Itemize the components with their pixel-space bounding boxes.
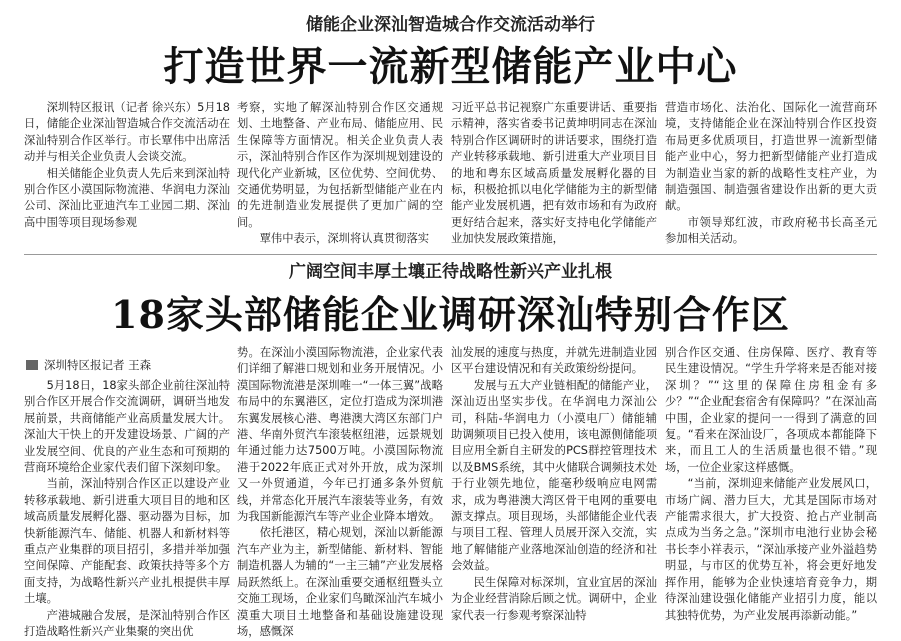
article2-col2-para-2: 依托港区，精心规划，深汕以新能源汽车产业为主，新型储能、新材料、智能制造机器人为辅的“一主三辅”产业发展格局跃然纸上。在深汕重要交通枢纽暨头立交施工现场，企业家们鸟瞰深汕汽车城小漠重大项目土地整备和基础设施建设现场，感慨深 xyxy=(237,526,443,638)
article2-col4-para-1: 别合作区交通、住房保障、医疗、教育等民生建设情况。“学生升学将来是否能对接深圳？”“这里的保障住房租金有多少？”“企业配套宿舍有保障吗？”在深汕高中围，企业家的提问一一得到了满意的回复。“看来在深汕设厂，各项成本都能降下来，而且工人的生活质量也很不错。”现场，一位企业家这样感慨。 xyxy=(665,346,877,474)
article2-col1-para-1: 5月18日，18家头部企业前往深汕特别合作区开展合作交流调研，调研当地发展前景，共商储能产业高质量发展大计。深汕大干快上的开发建设场景、广阔的产业发展空间、优良的产业生态和可预期的营商环境给企业家代表们留下深刻印象。 xyxy=(24,379,230,475)
article2-headline: 18家头部储能企业调研深汕特别合作区 xyxy=(111,292,790,337)
article2-column-4 xyxy=(665,345,877,628)
article2-col1-para-3: 产港城融合发展，是深汕特别合作区打造战略性新兴产业集聚的突出优 xyxy=(24,608,230,639)
article1-col1-para-1: 深圳特区报讯（记者 徐兴东）5月18日，储能企业深汕智造城合作交流活动在深汕特别合作区举行。市长覃伟中出席活动并与相关企业负责人会谈交流。 xyxy=(24,101,230,164)
article1-kicker: 储能企业深汕智造城合作交流活动举行 xyxy=(306,15,595,35)
article1-column-3 xyxy=(451,100,657,248)
article2-column-3 xyxy=(451,345,657,628)
article1-col2-para-1: 考察，实地了解深汕特别合作区交通规划、土地整备、产业布局、储能应用、民生保障等方面情况。相关企业负责人表示，深汕特别合作区作为深圳规划建设的现代化产业新城，区位优势、空间优势、交通优势明显，为包括新型储能产业在内的先进制造业发展提供了更加广阔的空间。 xyxy=(237,101,443,229)
article2-byline-text: 深圳特区报记者 王森 xyxy=(44,358,152,372)
article2-column-1 xyxy=(24,378,230,639)
article2-col4-para-2: “当前，深圳迎来储能产业发展风口，市场广阔、潜力巨大，尤其是国际市场对产能需求很大，扩大投资、抢占产业制高点成为当务之急。”深圳市电池行业协会秘书长李小祥表示，“深汕承接产业外溢趋势明显，与市区的优势互补，将会更好地发挥作用，能够为企业快速培育竞争力，期待深汕建设强化储能产业招引力度，能以其独特优势，为产业发展再添新动能。” xyxy=(665,477,877,622)
article2-column-2 xyxy=(237,345,443,638)
byline-marker-icon xyxy=(26,360,38,370)
article2-col2-para-1: 势。在深汕小漠国际物流港，企业家代表们详细了解港口规划和业务开展情况。小漠国际物流港是深圳唯一“一体三翼”战略布局中的东翼港区，定位打造成为深圳港东翼发展核心港、粤港澳大湾区东部门户港、华南外贸汽车滚装枢纽港，远景规划年通过能力达7500万吨。小漠国际物流港于2022年底正式对外开放，成为深圳又一外贸通道，今年已打通多条外贸航线，并常态化开展汽车滚装等业务，有效为我国新能源汽车等产业企业降本增效。 xyxy=(237,346,443,524)
article2-col3-para-3: 民生保障对标深圳，宜业宜居的深汕为企业经营消除后顾之忧。调研中，企业家代表一行参观考察深汕特 xyxy=(451,575,657,622)
article2-col1-para-2: 当前，深汕特别合作区正以建设产业转移承载地、新引进重大项目目的地和区域高质量发展孵化器、驱动器为目标，加快新能源汽车、储能、机器人和新材料等重点产业集群的项目招引，多措并举加强空间保障、产能配套、政策扶持等多个方面支持，为战略性新兴产业扎根提供丰厚土壤。 xyxy=(24,477,230,606)
article1-col3-para-1: 习近平总书记视察广东重要讲话、重要指示精神，落实省委书记黄坤明同志在深汕特别合作区调研时的讲话要求，围绕打造产业转移承载地、新引进重大产业项目目的地和粤东区域高质量发展孵化器的目标，积极抢抓以电化学储能为主的新型储能产业发展机遇，把有效市场和有为政府更好结合起来，落实好支持电化学储能产业加快发展政策措施， xyxy=(451,101,657,246)
article2-byline xyxy=(26,357,231,373)
article-divider xyxy=(24,254,877,255)
article1-col2-para-2: 覃伟中表示，深圳将认真贯彻落实 xyxy=(259,232,430,246)
article1-column-1 xyxy=(24,100,230,248)
article1-headline: 打造世界一流新型储能产业中心 xyxy=(163,43,738,90)
article1-col4-para-2: 市领导郑红波，市政府秘书长高圣元参加相关活动。 xyxy=(665,215,877,246)
article2-col3-para-1: 汕发展的速度与热度，并就先进制造业园区平台建设情况和有关政策纷纷提问。 xyxy=(451,346,657,376)
article1-column-2 xyxy=(237,100,443,248)
article1-col4-para-1: 营造市场化、法治化、国际化一流营商环境，支持储能企业在深汕特别合作区投资布局更多优质项目，打造世界一流新型储能产业中心，努力把新型储能产业打造成为制造业当家的新的战略性支柱产业，为制造强国、制造强省建设作出新的更大贡献。 xyxy=(665,101,877,213)
article2-kicker: 广阔空间丰厚土壤正待战略性新兴产业扎根 xyxy=(289,262,612,282)
article1-column-4 xyxy=(665,100,877,248)
article1-col1-para-2: 相关储能企业负责人先后来到深汕特别合作区小漠国际物流港、华润电力深汕公司、深汕比亚迪汽车工业园二期、深汕高中围等项目现场参观 xyxy=(24,166,230,229)
article2-col3-para-2: 发展与五大产业链相配的储能产业，深汕迈出坚实步伐。在华润电力深汕公司，科陆-华润电力（小漠电厂）储能辅助调频项目已投入使用，该电源侧储能项目应用全新自主研发的PCS群控管理技术以及BMS系统，其中火储联合调频技术处于行业领先地位，能毫秒级响应电网需求，成为粤港澳大湾区骨干电网的重要电源支撑点。项目现场，头部储能企业代表与项目工程、管理人员展开深入交流，实地了解储能产业落地深汕创造的经济和社会效益。 xyxy=(451,378,657,573)
